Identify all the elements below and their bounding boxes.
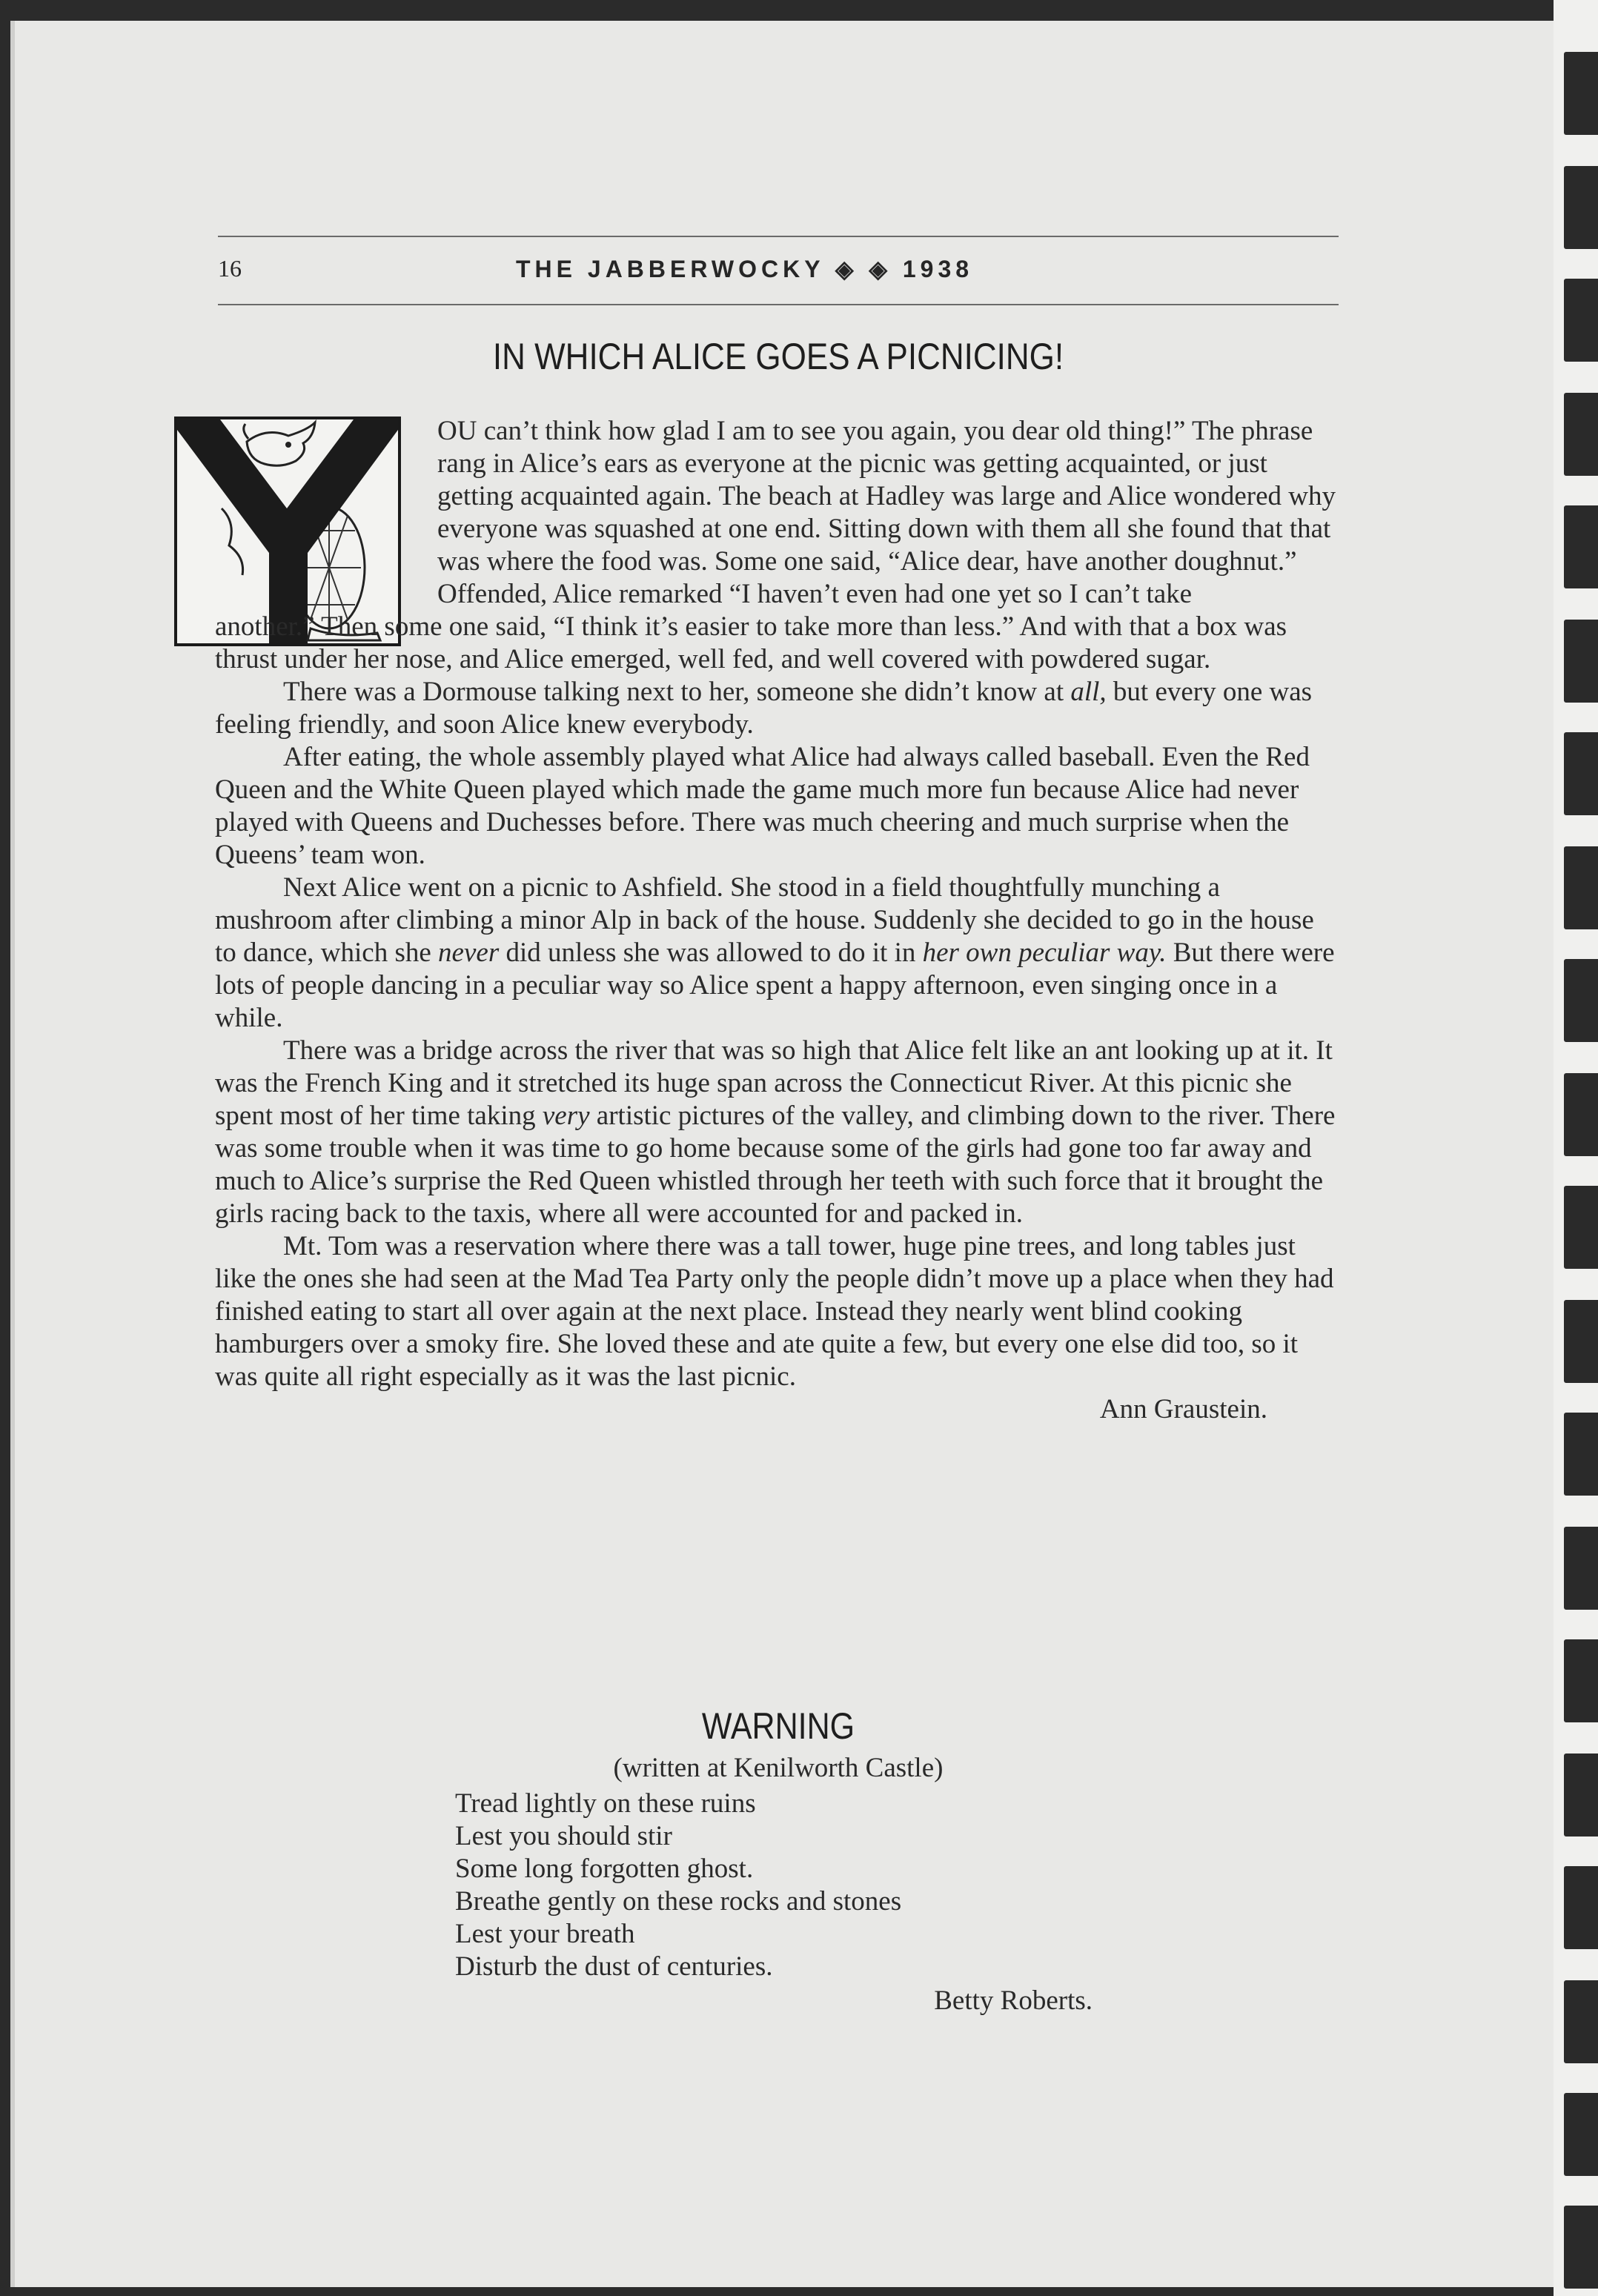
paragraph-6: Mt. Tom was a reservation where there was a tall tower, huge pine trees, and long tables just like the ones she had seen at the Mad Tea Party only the people didn’t move up a place when they had finished eating to start all over again at the next place. Instead they nearly went blind cooking hamburgers over a smoky fire. She loved these and ate quite a few, but every one else did too, so it was quite all right especially as it was the last picnic. <box>215 1231 1334 1392</box>
running-header <box>218 252 1339 289</box>
poem-line: Some long forgotten ghost. <box>455 1854 754 1884</box>
paragraph-1-continued: another.” Then some one said, “I think it’s easier to take more than less.” And with that a box was thrust under her nose, and Alice emerged, well fed, and well covered with powdered sugar. <box>215 611 1287 674</box>
poem-line: Lest you should stir <box>455 1821 672 1851</box>
poem-line: Tread lightly on these ruins <box>455 1788 756 1819</box>
story-title: IN WHICH ALICE GOES A PICNICING! <box>492 336 1064 377</box>
spiral-binding <box>1554 0 1598 2296</box>
paragraph-1-opening: OU can’t think how glad I am to see you again, you dear old thing!” The phrase rang in Alice’s ears as everyone at the picnic was getting acquainted, or just getting acquainted again. The beach at Hadley was large and Alice wondered why everyone was squashed at one end. Sitting down with them all she found that that was where the food was. Some one said, “Alice dear, have another doughnut.” Offended, Alice remarked “I haven’t even had one yet so I can’t take <box>437 416 1336 609</box>
story-body <box>215 415 1339 1426</box>
poem-subtitle: (written at Kenilworth Castle) <box>613 1753 944 1783</box>
poem-body <box>455 1788 1122 2017</box>
poem-title: WARNING <box>701 1705 855 1747</box>
paragraph-3: After eating, the whole assembly played what Alice had always called baseball. Even the Red Queen and the White Queen played which made the game much more fun because Alice had never played with Queens and Duchesses before. There was much cheering and much surprise when the Queens’ team won. <box>215 742 1310 870</box>
poem-line: Breathe gently on these rocks and stones <box>455 1886 902 1917</box>
story-author: Ann Graustein. <box>1099 1394 1267 1424</box>
page-number: 16 <box>218 255 242 282</box>
paragraph-2: There was a Dormouse talking next to her, someone she didn’t know at all, but every one was feeling friendly, and soon Alice knew everybody. <box>215 677 1313 740</box>
running-title: THE JABBERWOCKY ◈ ◈ 1938 <box>516 256 974 282</box>
header-rule-top <box>218 236 1339 237</box>
header-rule-bottom <box>218 304 1339 305</box>
paragraph-4: Next Alice went on a picnic to Ashfield. She stood in a field thoughtfully munching a mushroom after climbing a minor Alp in back of the house. Suddenly she decided to go in the house to dance, which she never did unless she was allowed to do it in her own peculiar way. But there were lots of people dancing in a peculiar way so Alice spent a happy afternoon, even singing once in a while. <box>215 872 1335 1033</box>
poem-line: Disturb the dust of centuries. <box>455 1951 773 1982</box>
poem-author: Betty Roberts. <box>934 1985 1093 2016</box>
paragraph-5: There was a bridge across the river that was so high that Alice felt like an ant looking up at it. It was the French King and it stretched its huge span across the Connecticut River. At this picnic she spent most of her time taking very artistic pictures of the valley, and climbing down to the river. There was some trouble when it was time to go home because some of the girls had gone too far away and much to Alice’s surprise the Red Queen whistled through her teeth with such force that it brought the girls racing back to the taxis, where all were accounted for and packed in. <box>215 1035 1336 1229</box>
poem-line: Lest your breath <box>455 1919 635 1949</box>
